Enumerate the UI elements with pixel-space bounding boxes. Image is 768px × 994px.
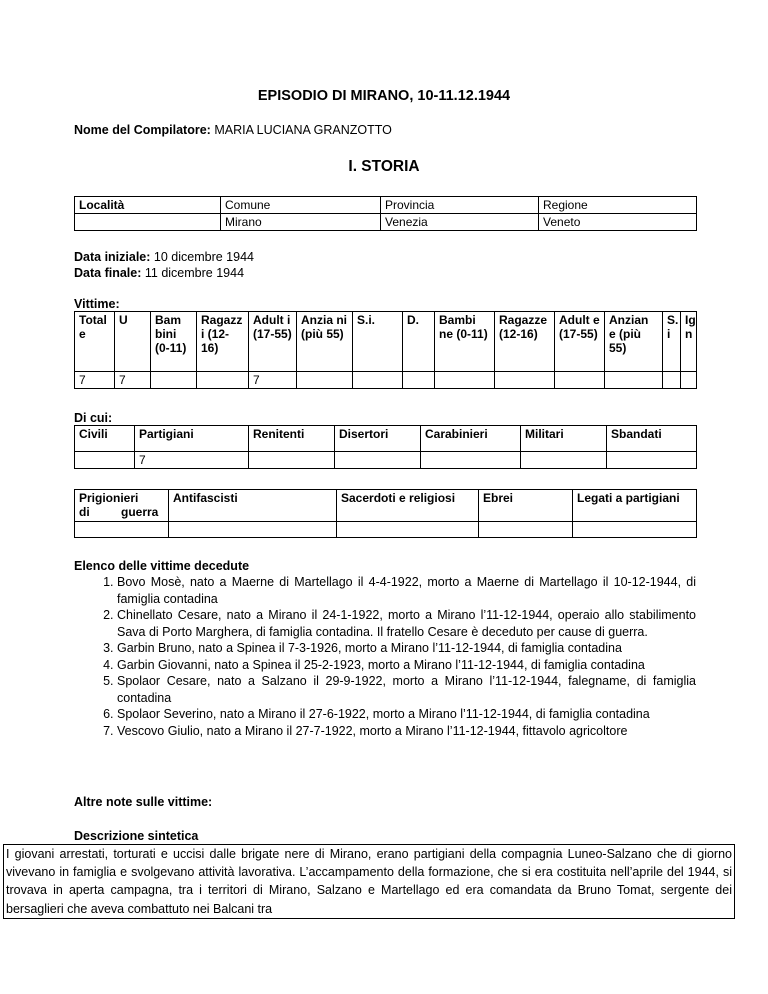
victims-list bbox=[74, 574, 696, 739]
others-value-legati bbox=[573, 522, 697, 538]
others-header-sacerdoti: Sacerdoti e religiosi bbox=[337, 490, 479, 522]
victims-header-adulti: Adult i (17-55) bbox=[249, 312, 297, 372]
table-row bbox=[75, 372, 697, 389]
end-date-value: 11 dicembre 1944 bbox=[144, 266, 245, 280]
victims-value-uomini: 7 bbox=[115, 372, 151, 389]
table-row bbox=[75, 522, 697, 538]
victims-value-adulti: 7 bbox=[249, 372, 297, 389]
victims-header-si: S.i. bbox=[353, 312, 403, 372]
victims-header-si-f: S. i bbox=[663, 312, 681, 372]
other-notes-label: Altre note sulle vittime: bbox=[74, 795, 213, 809]
others-value-prigionieri bbox=[75, 522, 169, 538]
compiler-name: MARIA LUCIANA GRANZOTTO bbox=[214, 123, 392, 137]
location-value-regione: Veneto bbox=[539, 214, 697, 231]
categories-header-militari: Militari bbox=[521, 426, 607, 452]
others-header-ebrei: Ebrei bbox=[479, 490, 573, 522]
victims-value-adulte bbox=[555, 372, 605, 389]
categories-value-disertori bbox=[335, 452, 421, 469]
categories-header-civili: Civili bbox=[75, 426, 135, 452]
categories-value-renitenti bbox=[249, 452, 335, 469]
compiler-line bbox=[74, 123, 392, 137]
start-date-label: Data iniziale: bbox=[74, 250, 151, 264]
compiler-label: Nome del Compilatore: bbox=[74, 123, 211, 137]
victims-value-si-f bbox=[663, 372, 681, 389]
categories-header-partigiani: Partigiani bbox=[135, 426, 249, 452]
description-text: I giovani arrestati, torturati e uccisi dalle brigate nere di Mirano, erano partigiani della compagnia Luneo-Salzano che di giorno vivevano in famiglia e svolgevano attività lavorativa. L’accampamento della formazione, che si era costituita nell’aprile del 1944, si trovava in aperta campagna, tra i territori di Mirano, Salzano e Martellago ed era comandata da Bruno Tomat, sergente dei bersaglieri che aveva combattuto nei Balcani tra bbox=[3, 844, 735, 919]
others-header-legati: Legati a partigiani bbox=[573, 490, 697, 522]
end-date-label: Data finale: bbox=[74, 266, 142, 280]
dates-block bbox=[74, 249, 254, 281]
list-item: 6. Spolaor Severino, nato a Mirano il 27-6-1922, morto a Mirano l’11-12-1944, di famiglia contadina bbox=[117, 706, 696, 723]
table-row bbox=[75, 452, 697, 469]
start-date-value: 10 dicembre 1944 bbox=[153, 250, 254, 264]
victims-value-bambine bbox=[435, 372, 495, 389]
list-item: 3. Garbin Bruno, nato a Spinea il 7-3-1926, morto a Mirano l’11-12-1944, di famiglia contadina bbox=[117, 640, 696, 657]
victims-header-bambini: Bam bini (0-11) bbox=[151, 312, 197, 372]
categories-value-militari bbox=[521, 452, 607, 469]
victims-value-donne bbox=[403, 372, 435, 389]
victims-value-ign bbox=[681, 372, 697, 389]
others-header-prigionieri: Prigionieri di guerra bbox=[75, 490, 169, 522]
section-title: I. STORIA bbox=[348, 158, 420, 175]
categories-header-disertori: Disertori bbox=[335, 426, 421, 452]
table-row bbox=[75, 426, 697, 452]
victims-header-ragazzi: Ragazz i (12-16) bbox=[197, 312, 249, 372]
categories-value-sbandati bbox=[607, 452, 697, 469]
others-value-antifascisti bbox=[169, 522, 337, 538]
table-row bbox=[75, 197, 697, 214]
location-header-regione: Regione bbox=[539, 197, 697, 214]
categories-header-carabinieri: Carabinieri bbox=[421, 426, 521, 452]
table-row bbox=[75, 312, 697, 372]
victims-header-donne: D. bbox=[403, 312, 435, 372]
location-header-localita: Località bbox=[75, 197, 221, 214]
categories-value-partigiani: 7 bbox=[135, 452, 249, 469]
victims-header-adulte: Adult e (17-55) bbox=[555, 312, 605, 372]
location-value-provincia: Venezia bbox=[381, 214, 539, 231]
victims-header-anziani: Anzia ni (più 55) bbox=[297, 312, 353, 372]
categories-table bbox=[74, 425, 697, 469]
victims-table bbox=[74, 311, 697, 389]
victims-value-anziane bbox=[605, 372, 663, 389]
location-header-comune: Comune bbox=[221, 197, 381, 214]
list-item: 5. Spolaor Cesare, nato a Salzano il 29-9-1922, morto a Mirano l’11-12-1944, falegname, di famiglia contadina bbox=[117, 673, 696, 706]
victims-header-ragazze: Ragazze (12-16) bbox=[495, 312, 555, 372]
categories-value-civili bbox=[75, 452, 135, 469]
categories-header-renitenti: Renitenti bbox=[249, 426, 335, 452]
location-value-localita bbox=[75, 214, 221, 231]
victims-list-title: Elenco delle vittime decedute bbox=[74, 559, 250, 573]
victims-value-ragazzi bbox=[197, 372, 249, 389]
victims-header-bambine: Bambi ne (0-11) bbox=[435, 312, 495, 372]
victims-value-anziani bbox=[297, 372, 353, 389]
others-value-sacerdoti bbox=[337, 522, 479, 538]
table-row bbox=[75, 490, 697, 522]
start-date bbox=[74, 249, 254, 265]
list-item: 7. Vescovo Giulio, nato a Mirano il 27-7-1922, morto a Mirano l’11-12-1944, fittavolo agricoltore bbox=[117, 723, 696, 740]
description-title: Descrizione sintetica bbox=[74, 829, 199, 843]
location-value-comune: Mirano bbox=[221, 214, 381, 231]
categories-header-sbandati: Sbandati bbox=[607, 426, 697, 452]
victims-header-totale: Total e bbox=[75, 312, 115, 372]
victims-value-totale: 7 bbox=[75, 372, 115, 389]
categories-value-carabinieri bbox=[421, 452, 521, 469]
victims-value-ragazze bbox=[495, 372, 555, 389]
victims-value-si bbox=[353, 372, 403, 389]
categories-label: Di cui: bbox=[74, 411, 113, 425]
victims-header-ign: Ig n bbox=[681, 312, 697, 372]
table-row bbox=[75, 214, 697, 231]
page-title: EPISODIO DI MIRANO, 10-11.12.1944 bbox=[257, 88, 511, 104]
victims-header-uomini: U bbox=[115, 312, 151, 372]
victims-value-bambini bbox=[151, 372, 197, 389]
list-item: 4. Garbin Giovanni, nato a Spinea il 25-2-1923, morto a Mirano l’11-12-1944, di famiglia contadina bbox=[117, 657, 696, 674]
location-table bbox=[74, 196, 697, 231]
list-item: 1. Bovo Mosè, nato a Maerne di Martellago il 4-4-1922, morto a Maerne di Martellago il 10-12-1944, di famiglia contadina bbox=[117, 574, 696, 607]
end-date bbox=[74, 265, 254, 281]
others-table bbox=[74, 489, 697, 538]
list-item: 2. Chinellato Cesare, nato a Mirano il 24-1-1922, morto a Mirano l’11-12-1944, operaio allo stabilimento Sava di Porto Marghera, di famiglia contadina. Il fratello Cesare è deceduto per cause di guerra. bbox=[117, 607, 696, 640]
others-value-ebrei bbox=[479, 522, 573, 538]
location-header-provincia: Provincia bbox=[381, 197, 539, 214]
others-header-antifascisti: Antifascisti bbox=[169, 490, 337, 522]
victims-header-anziane: Anzian e (più 55) bbox=[605, 312, 663, 372]
victims-label: Vittime: bbox=[74, 297, 120, 311]
